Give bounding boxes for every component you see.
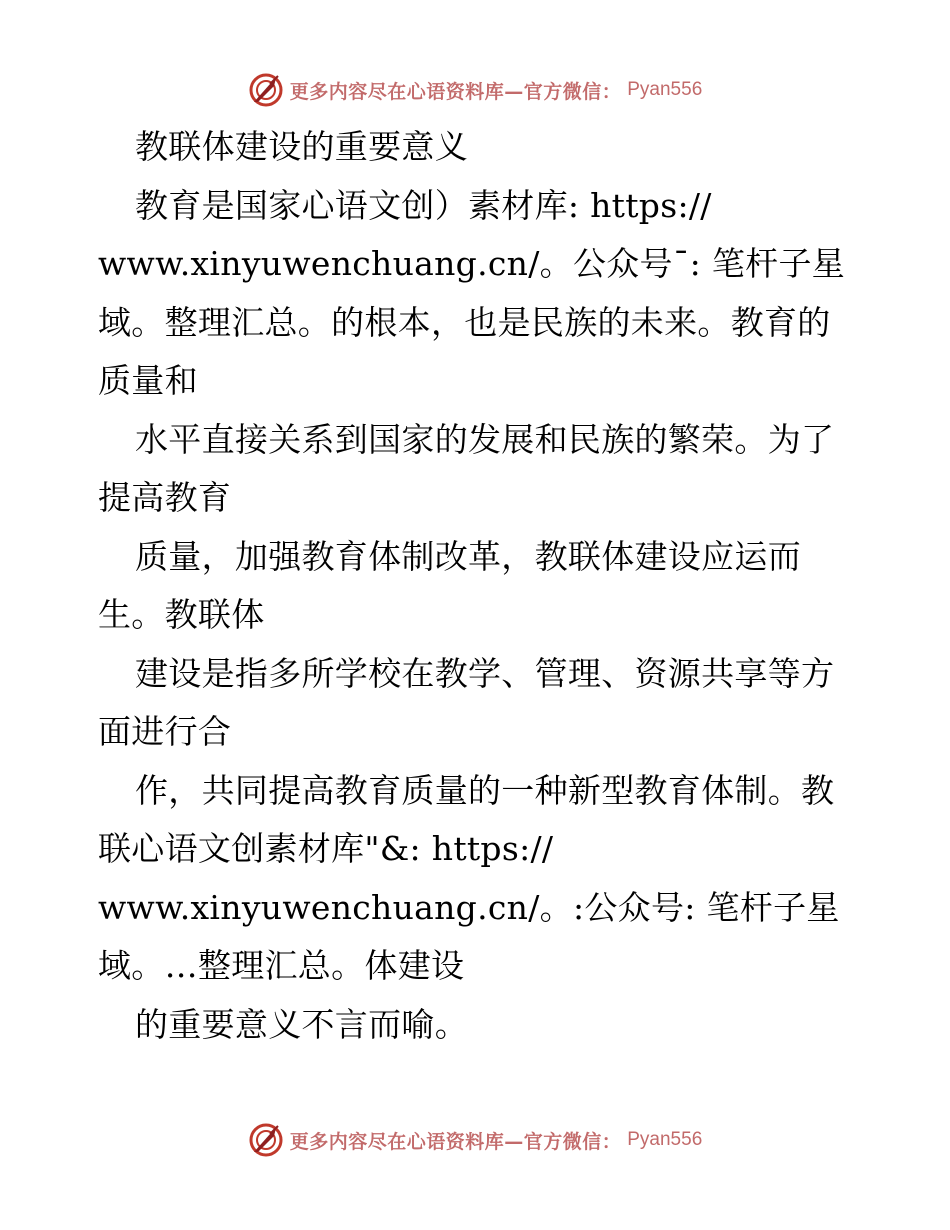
body-line: 提高教育: [98, 478, 232, 517]
body-line: 的重要意义不言而喻。: [135, 1004, 468, 1044]
body-line: www.xinyuwenchuang.cn/。:公众号: 笔杆子星: [98, 887, 840, 927]
body-line: 域。…整理汇总。体建设: [98, 946, 465, 985]
footer-banner-text: 更多内容尽在心语资料库—官方微信：: [289, 1130, 622, 1153]
body-line: 联心语文创素材库"&: https://: [98, 829, 554, 868]
body-line: 作，共同提高教育质量的一种新型教育体制。教: [135, 770, 835, 810]
body-line: www.xinyuwenchuang.cn/。公众号¯: 笔杆子星: [98, 244, 846, 283]
header-banner-wechat-id: Pyan556: [627, 79, 703, 100]
body-line: 水平直接关系到国家的发展和民族的繁荣。为了: [135, 419, 835, 459]
quill-logo-icon: [248, 72, 284, 108]
header-banner: [0, 70, 950, 110]
body-line: 教育是国家心语文创）素材库: https://: [135, 185, 712, 225]
header-banner-text: 更多内容尽在心语资料库—官方微信：: [289, 80, 622, 103]
footer-banner-wechat-id: Pyan556: [627, 1129, 703, 1150]
document-body: [98, 118, 858, 1054]
body-line: 质量，加强教育体制改革，教联体建设应运而: [135, 536, 801, 576]
body-line: 面进行合: [98, 712, 232, 751]
footer-banner: [0, 1120, 950, 1160]
body-line: 建设是指多所学校在教学、管理、资源共享等方: [135, 653, 835, 693]
body-line: 域。整理汇总。的根本，也是民族的未来。教育的: [98, 302, 831, 342]
doc-title: 教联体建设的重要意义: [135, 127, 468, 166]
quill-logo-icon: [248, 1122, 284, 1158]
body-line: 质量和: [98, 361, 198, 400]
body-line: 生。教联体: [98, 595, 265, 634]
